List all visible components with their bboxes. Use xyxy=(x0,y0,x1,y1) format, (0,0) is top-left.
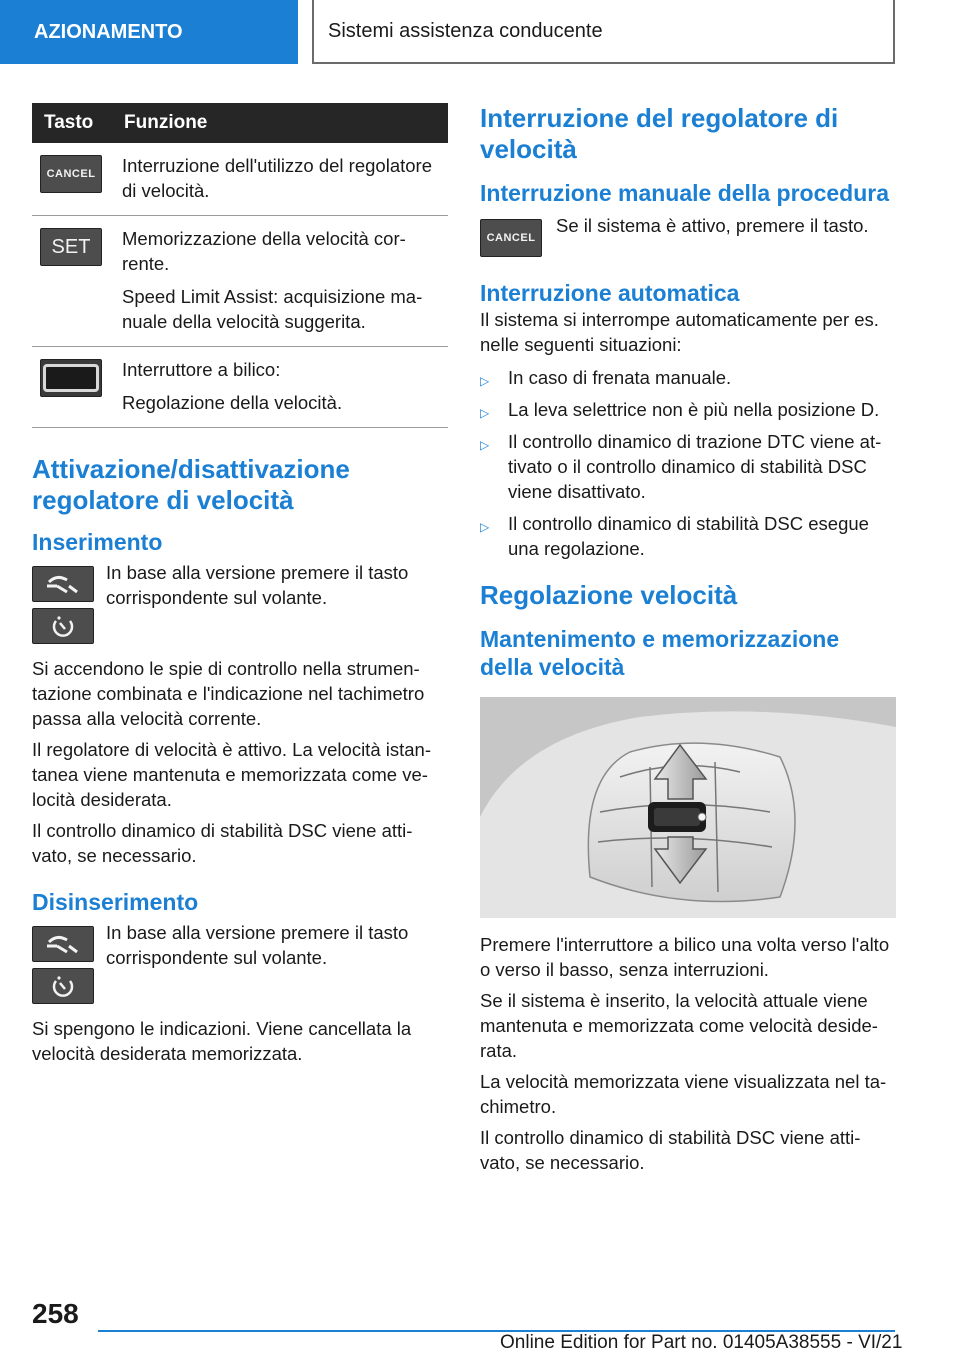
edition-note: Online Edition for Part no. 01405A38555 - VI/21 xyxy=(500,1332,903,1353)
heading-keep: Mantenimento e memorizzazione della velocità xyxy=(480,626,840,680)
table-row xyxy=(32,347,448,428)
table-header-key: Tasto xyxy=(32,103,122,143)
auto-situations-list xyxy=(480,365,896,561)
key-function-table xyxy=(32,103,448,428)
row-text: Regolazione della velocità. xyxy=(122,392,343,413)
speed-limiter-icon xyxy=(32,968,94,1004)
heading-interrupt: Interruzione del regolatore di velocità xyxy=(480,103,839,164)
section-tab xyxy=(312,0,895,64)
page-number: 258 xyxy=(32,1298,79,1329)
paragraph: La velocità memorizzata viene visualizzata nel ta-chimetro. xyxy=(480,1071,887,1117)
cruise-control-icon xyxy=(32,566,94,602)
paragraph: Si accendono le spie di controllo nella strumen-tazione combinata e l'indicazione nel tachimetro passa alla velocità corrente. xyxy=(32,658,425,729)
speed-limiter-icon xyxy=(32,608,94,644)
paragraph: Premere l'interruttore a bilico una volta verso l'alto o verso il basso, senza interruzioni. xyxy=(480,934,890,980)
paragraph: Il sistema si interrompe automaticamente per es. nelle seguenti situazioni: xyxy=(480,309,879,355)
left-column xyxy=(32,103,448,1072)
table-header-function: Funzione xyxy=(122,103,448,143)
heading-off: Disinserimento xyxy=(32,889,199,915)
list-item: ▷ In caso di frenata manuale. xyxy=(480,365,896,390)
steering-wheel-rocker-photo xyxy=(480,697,896,918)
heading-speed: Regolazione velocità xyxy=(480,580,738,610)
paragraph: Se il sistema è inserito, la velocità attuale viene mantenuta e memorizzata come velocità deside-rata. xyxy=(480,990,878,1061)
heading-activation: Attivazione/disattivazione regolatore di velocità xyxy=(32,454,350,515)
chapter-tab xyxy=(0,0,298,64)
paragraph: Il controllo dinamico di stabilità DSC viene atti-vato, se necessario. xyxy=(32,820,413,866)
paragraph: Si spengono le indicazioni. Viene cancellata la velocità desiderata memorizzata. xyxy=(32,1018,412,1064)
set-key-icon: SET xyxy=(40,228,102,266)
heading-auto: Interruzione automatica xyxy=(480,280,740,306)
triangle-bullet-icon: ▷ xyxy=(480,438,490,452)
paragraph: Il controllo dinamico di stabilità DSC viene atti-vato, se necessario. xyxy=(480,1127,861,1173)
off-text: In base alla versione premere il tasto corrispondente sul volante. xyxy=(106,922,409,968)
insert-instruction xyxy=(32,562,448,644)
manual-text: Se il sistema è attivo, premere il tasto. xyxy=(556,215,869,236)
manual-instruction xyxy=(480,215,896,257)
right-column xyxy=(480,103,896,1181)
cancel-key-icon: CANCEL xyxy=(40,155,102,193)
section-title: Sistemi assistenza conducente xyxy=(328,19,603,42)
paragraph: Il regolatore di velocità è attivo. La velocità istan-tanea viene mantenuta e memorizzata come ve-locità desiderata. xyxy=(32,739,431,810)
insert-text: In base alla versione premere il tasto corrispondente sul volante. xyxy=(106,562,409,608)
list-item: ▷ Il controllo dinamico di trazione DTC viene at-tivato o il controllo dinamico di stabilità DSC viene disattivato. xyxy=(480,431,882,502)
triangle-bullet-icon: ▷ xyxy=(480,406,490,420)
list-item: ▷ La leva selettrice non è più nella posizione D. xyxy=(480,397,896,422)
table-row xyxy=(32,143,448,216)
off-instruction xyxy=(32,922,448,1004)
cancel-key-icon: CANCEL xyxy=(480,219,542,257)
heading-insert: Inserimento xyxy=(32,529,163,555)
rocker-switch-icon xyxy=(40,359,102,397)
cruise-control-icon xyxy=(32,926,94,962)
row-text: Interruzione dell'utilizzo del regolatore di velocità. xyxy=(122,155,432,201)
row-text: Interruttore a bilico: xyxy=(122,359,281,380)
table-row xyxy=(32,216,448,347)
triangle-bullet-icon: ▷ xyxy=(480,374,490,388)
triangle-bullet-icon: ▷ xyxy=(480,520,490,534)
list-item: ▷ Il controllo dinamico di stabilità DSC esegue una regolazione. xyxy=(480,513,869,559)
row-text: Memorizzazione della velocità cor-rente. xyxy=(122,228,406,274)
heading-manual: Interruzione manuale della procedura xyxy=(480,180,889,206)
row-text: Speed Limit Assist: acquisizione ma-nuale della velocità suggerita. xyxy=(122,286,423,332)
chapter-title: AZIONAMENTO xyxy=(34,20,183,43)
